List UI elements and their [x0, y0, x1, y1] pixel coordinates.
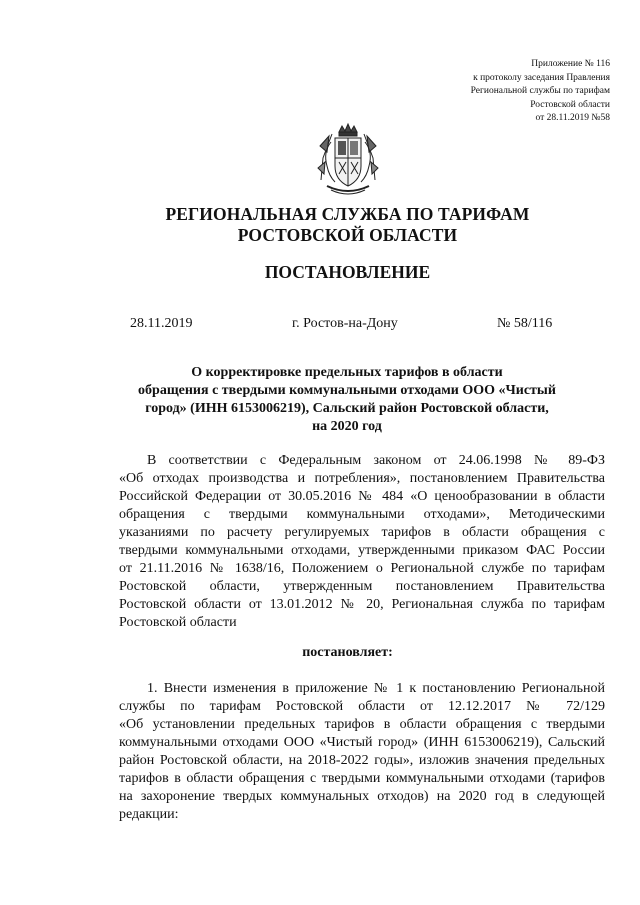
clause-line: «Об установлении предельных тарифов в области обращения с твердыми	[119, 717, 605, 732]
appendix-reference	[390, 58, 610, 126]
clause-line: район Ростовской области, на 2018-2022 годы», изложив значения предельных	[119, 753, 605, 768]
clause-line: службы по тарифам Ростовской области от 12.12.2017 № 72/129	[119, 699, 605, 714]
document-city: г. Ростов-на-Дону	[292, 316, 398, 331]
organization-name	[0, 204, 640, 246]
document-type	[0, 262, 640, 283]
preamble-line: указаниями по расчету регулируемых тарифов в области обращения с	[119, 525, 605, 540]
clause-line: 1. Внести изменения в приложение № 1 к постановлению Региональной	[147, 681, 605, 696]
clause-line: на захоронение твердых коммунальных отходов) на 2020 год в следующей	[119, 789, 605, 804]
preamble-line: от 21.11.2016 № 1638/16, Положением о Региональной службе по тарифам	[119, 561, 605, 576]
coat-of-arms-icon	[315, 122, 381, 198]
clause-line: редакции:	[119, 807, 179, 822]
decree-heading	[0, 645, 640, 661]
preamble-line: В соответствии с Федеральным законом от 24.06.1998 № 89-ФЗ	[147, 453, 605, 468]
org-line-2: РОСТОВСКОЙ ОБЛАСТИ	[237, 225, 458, 245]
document-type-label: ПОСТАНОВЛЕНИЕ	[264, 262, 431, 282]
document-title	[112, 364, 582, 436]
title-line: на 2020 год	[312, 419, 382, 434]
preamble-paragraph	[119, 452, 605, 632]
document-number: № 58/116	[497, 316, 553, 331]
appendix-line: Приложение № 116	[531, 59, 610, 69]
preamble-line: обращения с твердыми коммунальными отходами», Методическими	[119, 507, 605, 522]
clause-line: тарифов в области обращения с твердыми коммунальными отходами (тарифов	[119, 771, 605, 786]
appendix-line: к протоколу заседания Правления	[473, 72, 610, 83]
appendix-line: от 28.11.2019 №58	[535, 113, 610, 124]
preamble-line: Ростовской области, утвержденным постановлением Правительства	[119, 579, 605, 594]
title-line: город» (ИНН 6153006219), Сальский район Ростовской области,	[145, 401, 549, 416]
title-line: О корректировке предельных тарифов в области	[191, 365, 503, 380]
clause-1-paragraph	[119, 680, 605, 824]
clause-line: коммунальными отходами ООО «Чистый город» (ИНН 6153006219), Сальский	[119, 735, 605, 750]
preamble-line: Ростовской области	[119, 615, 237, 630]
preamble-line: твердыми коммунальными отходами, утвержденными приказом ФАС России	[119, 543, 605, 558]
title-line: обращения с твердыми коммунальными отходами ООО «Чистый	[138, 383, 556, 398]
preamble-line: Российской Федерации от 30.05.2016 № 484 «О ценообразовании в области	[119, 489, 605, 504]
document-date: 28.11.2019	[130, 316, 193, 331]
appendix-line: Ростовской области	[530, 99, 610, 110]
preamble-line: «Об отходах производства и потребления», постановлением Правительства	[119, 471, 605, 486]
preamble-line: Ростовской области от 13.01.2012 № 20, Региональная служба по тарифам	[119, 597, 605, 612]
decree-word: постановляет:	[302, 645, 393, 660]
appendix-line: Региональной службы по тарифам	[470, 86, 610, 97]
org-line-1: РЕГИОНАЛЬНАЯ СЛУЖБА ПО ТАРИФАМ	[165, 204, 530, 224]
